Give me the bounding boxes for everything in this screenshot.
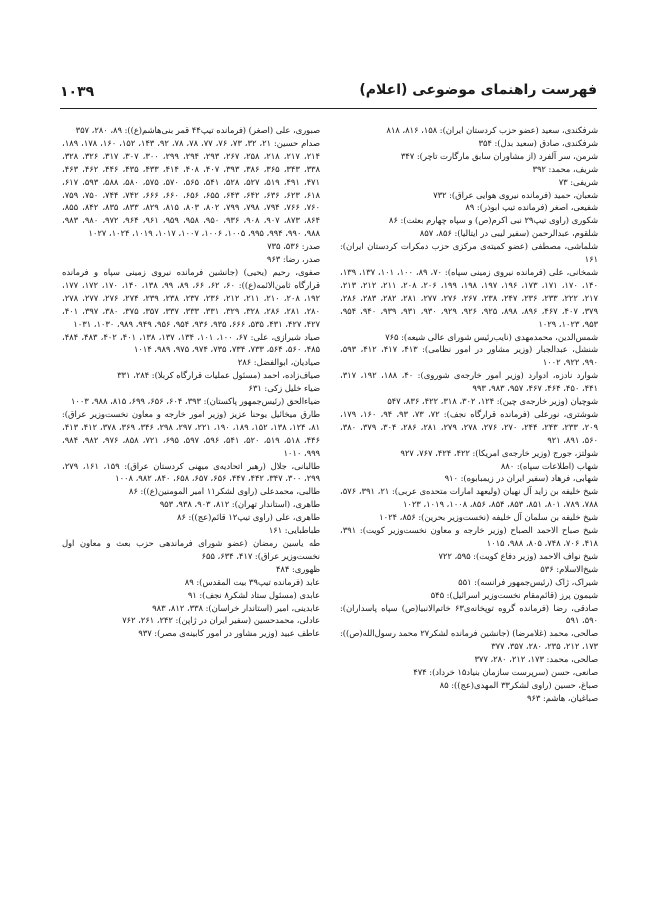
index-entry: ضیاءالحق (رئیس‌جمهور پاکستان): ۳۹۳، ۶۰۴، ۶۵۶، ۶۹۹، ۸۱۵، ۹۸۸، ۱۰۰۳	[70, 396, 320, 407]
index-entry: صیادیان، ابوالفضل: ۲۸۶	[237, 357, 320, 368]
index-entry: ظهوری: ۴۸۴	[275, 563, 320, 574]
index-entry: عادلی، محمدحسین (سفیر ایران در ژاپن): ۲۴۲، ۲۶۱، ۷۶۲	[122, 615, 320, 626]
index-entry: شکوری (راوی تیپ۲۹ نبی اکرم(ص) و سپاه چهارم بعثت): ۸۶	[388, 215, 598, 226]
index-entry: شیراک، ژاک (رئیس‌جمهور فرانسه): ۵۵۱	[458, 576, 598, 587]
index-entry: شنشل، عبدالجبار (وزیر مشاور در امور نظامی): ۴۱۳، ۴۱۷، ۴۱۲، ۵۹۳، ۹۹۰، ۹۲۲، ۱۰۰۲	[340, 344, 598, 368]
index-entry: صفوی، رحیم (یحیی) (جانشین فرمانده نیروی زمینی سپاه و فرمانده قرارگاه ثامن‌الائمه(ع)): ۶۰، ۶۲، ۶۶، ۸۹، ۹۹، ۱۳۸، ۱۴۰، ۱۷۰، ۱۷۲، ۱۷۷، ۱۹۲، ۲۰۸، ۲۱۰، ۲۱۱، ۲۱۲، ۲۳۶، ۲۳۷، ۲۳۸، ۲۳۹، ۲۷۴، ۲۷۶، ۲۷۷، ۲۷۸، ۲۸۰، ۲۸۱، ۲۸۶، ۳۲۸، ۳۲۹، ۳۳۱، ۳۳۳، ۳۳۷، ۳۵۷، ۳۷۵، ۳۸۰، ۳۹۷، ۴۰۱، ۴۲۷، ۴۲۷، ۴۳۱، ۵۳۵، ۶۶۶، ۹۳۵، ۹۳۶، ۹۵۴، ۹۵۶، ۹۴۹، ۹۸۹، ۱۰۳۰، ۱۰۳۱	[62, 266, 320, 329]
index-entry: شولتز، جورج (وزیر خارجه‌ی امریکا): ۴۲۲، ۴۲۴، ۷۶۷، ۹۲۷	[400, 447, 598, 458]
index-entry: شریفی: ۷۳	[558, 176, 598, 187]
index-entry: شمخانی، علی (فرمانده نیروی زمینی سپاه): ۷۰، ۸۹، ۱۰۰، ۱۰۱، ۱۳۷، ۱۳۹، ۱۴۰، ۱۷۰، ۱۷۱، ۱۷۳، ۱۹۶، ۱۹۷، ۱۹۸، ۱۹۹، ۲۰۶، ۲۰۸، ۲۱۱، ۲۱۲، ۲۱۳، ۲۱۷، ۲۲۲، ۲۳۳، ۲۳۶، ۲۴۷، ۲۳۸، ۲۶۷، ۲۷۶، ۲۷۷، ۲۸۱، ۲۸۲، ۲۸۳، ۲۸۶، ۳۷۹، ۴۰۷، ۴۶۷، ۸۹۶، ۸۹۸، ۹۲۵، ۹۲۶، ۹۲۹، ۹۳۰، ۹۳۱، ۹۳۹، ۹۴۰، ۹۵۴، ۹۵۳، ۱۰۲۳، ۱۰۲۹	[340, 266, 598, 329]
index-entry: عاطف عبید (وزیر مشاور در امور کابینه‌ی مصر): ۹۳۷	[138, 628, 320, 639]
index-entry: شلماشی، مصطفی (عضو کمیته‌ی مرکزی حزب دمکرات کردستان ایران): ۱۶۱	[340, 241, 598, 265]
index-entry: صالحی، محمد: ۱۷۳، ۲۱۲، ۲۸۰، ۳۷۷	[474, 654, 598, 665]
index-entry: شمس‌الدین، محمدمهدی (نایب‌رئیس شورای عالی شیعه): ۷۶۵	[385, 331, 598, 342]
index-entry: شهابی، فرهاد (سفیر ایران در زیمبابوه): ۹۱۰	[444, 473, 598, 484]
index-entry: شیخ خلیفه بن سلمان آل خلیفه (نخست‌وزیر بحرین): ۸۵۶، ۱۰۲۴	[379, 512, 598, 523]
index-entry: شعبان، حمید (فرمانده نیروی هوایی عراق): ۷۳۲	[433, 189, 598, 200]
index-entry: صالحی، محمد (غلامرضا) (جانشین فرمانده لشکر۲۷ محمد رسول‌الله(ص)): ۱۷۳، ۲۱۲، ۲۳۵، ۲۸۰، ۳۵۷، ۳۷۷	[340, 628, 598, 652]
index-entry: عابدینی، امیر (استاندار خراسان): ۳۳۸، ۸۱۲، ۹۸۳	[152, 602, 320, 613]
right-column	[340, 124, 598, 705]
index-entry: شریف، محمد: ۳۹۲	[532, 163, 598, 174]
index-entry: شهاب (اطلاعات سپاه): ۸۸۰	[500, 460, 598, 471]
index-entry: طالبانی، جلال (رهبر اتحادیه‌ی میهنی کردستان عراق): ۱۵۹، ۱۶۱، ۲۷۹، ۲۹۹، ۳۰۰، ۳۴۷، ۴۴۲، ۴۴۷، ۶۵۶، ۶۵۷، ۶۵۸، ۸۴۰، ۹۸۲، ۱۰۰۸	[62, 460, 320, 484]
index-entry: شوارد نادزه، ادوارد (وزیر امور خارجه‌ی شوروی): ۴۰، ۱۸۸، ۱۹۲، ۳۱۷، ۴۴۱، ۴۵۰، ۴۶۴، ۴۶۷، ۹۵۷، ۹۸۳، ۹۹۳	[340, 370, 598, 394]
index-entry: طه یاسین رمضان (عضو شورای فرماندهی حزب بعث و معاون اول نخست‌وزیر عراق): ۴۱۷، ۶۳۴، ۶۵۵	[62, 538, 320, 561]
page-number: ۱۰۳۹	[60, 84, 95, 100]
header-rule	[60, 108, 597, 109]
index-entry: شرفکندی، سعید (عضو حزب کردستان ایران): ۱۵۸، ۸۱۶، ۸۱۸	[386, 125, 598, 135]
index-entry: صانعی، حسن (سرپرست سازمان بنیاد۱۵ خرداد): ۴۷۴	[413, 667, 598, 678]
index-entry: شرمن، سر آلفرد (از مشاوران سابق مارگارت تاچر): ۳۴۷	[400, 150, 598, 161]
index-entry: شوچیان (وزیر خارجه‌ی چین): ۱۲۴، ۳۰۲، ۳۱۸، ۴۲۲، ۸۳۶، ۵۴۷	[387, 396, 598, 407]
index-entry: شیخ خلیفه بن زاید آل نهیان (ولیعهد امارات متحده‌ی عربی): ۲۱، ۳۹۱، ۵۷۶، ۷۸۸، ۷۸۹، ۸۰۱، ۸۵۱، ۸۵۳، ۸۵۴، ۸۵۶، ۱۰۰۸، ۱۰۱۹، ۱۰۲۳	[340, 486, 598, 510]
index-entry: عابد (فرمانده تیپ۳۹ بیت المقدس): ۸۹	[184, 576, 320, 587]
index-entry: شیخ‌الاسلام: ۵۳۶	[540, 563, 598, 574]
index-entry: طباطبایی: ۱۶۱	[268, 525, 320, 536]
index-entry: طاهری، علی (راوی تیپ۱۲ قائم(عج)): ۸۶	[176, 512, 320, 523]
index-entry: طاهری، (استاندار تهران): ۸۱۲، ۹۰۳، ۹۳۸، ۹۵۳	[159, 499, 320, 510]
left-column	[62, 124, 320, 640]
index-entry: طالبی، محمدعلی (راوی لشکر۱۱ امیر المومنین(ع)): ۸۶	[128, 486, 320, 497]
index-entry: صباغیان، هاشم: ۹۶۳	[526, 692, 598, 703]
index-entry: شلقوم، عبدالرحمن (سفیر لیبی در ایتالیا): ۸۵۶، ۸۵۷	[419, 228, 598, 239]
index-entry: صبوری، علی (اصغر) (فرمانده تیپ۴۴ قمر بنی‌هاشم(ع)): ۸۹، ۲۸۰، ۳۵۷	[75, 125, 320, 135]
index-entry: صدر، رضا: ۹۶۳	[266, 254, 320, 265]
index-entry: عابدی (مسئول ستاد لشکر۸ نجف): ۹۱	[187, 589, 320, 600]
index-entry: صیاد شیرازی، علی: ۶۷، ۱۰۰، ۱۰۱، ۱۳۴، ۱۳۷، ۱۳۸، ۴۰۱، ۴۰۲، ۴۸۳، ۴۸۴، ۴۸۵، ۵۶۰، ۵۶۴، ۷۳۳، ۷۳۴، ۷۳۵، ۹۷۴، ۹۷۵، ۹۸۹، ۱۰۱۴	[62, 331, 320, 355]
running-title: فهرست راهنمای موضوعی (اعلام)	[359, 82, 597, 98]
index-entry: صادقی، رضا (فرمانده گروه توپخانه‌ی۶۳ خاتم‌الانبیا(ص) سپاه پاسداران): ۵۹۰، ۵۹۱	[340, 602, 598, 626]
index-entry: شرفکندی، صادق (سعید بدل): ۳۵۴	[478, 137, 598, 148]
index-entry: صدام حسین: ۲۱، ۳۲، ۷۳، ۷۶، ۷۷، ۷۸، ۷۸، ۹۲، ۱۴۳، ۱۵۲، ۱۶۰، ۱۷۸، ۱۸۹، ۲۱۴، ۲۱۷، ۲۱۸، ۲۵۸، ۲۶۷، ۲۹۳، ۲۹۴، ۲۹۹، ۳۰۰، ۳۰۷، ۳۱۷، ۳۲۶، ۳۲۸، ۳۳۸، ۳۴۳، ۳۶۵، ۳۸۶، ۳۹۳، ۴۰۷، ۴۰۸، ۴۱۴، ۴۳۳، ۴۳۵، ۴۴۶، ۴۶۲، ۴۶۳، ۴۷۱، ۴۹۱، ۵۱۹، ۵۲۷، ۵۲۸، ۵۴۱، ۵۶۵، ۵۷۰، ۵۷۵، ۵۸۰، ۵۸۸، ۵۹۳، ۶۱۷، ۶۱۸، ۶۲۳، ۶۳۶، ۶۴۲، ۶۴۳، ۶۵۵، ۶۵۶، ۶۶۰، ۶۶۶، ۷۴۲، ۷۴۴، ۷۵۰، ۷۵۹، ۷۶۰، ۷۶۶، ۷۹۴، ۷۹۸، ۷۹۹، ۸۰۲، ۸۰۳، ۸۱۵، ۸۲۹، ۸۳۳، ۸۳۵، ۸۴۲، ۸۵۵، ۸۶۴، ۸۷۳، ۹۰۷، ۹۰۸، ۹۳۶، ۹۵۰، ۹۵۸، ۹۵۹، ۹۶۱، ۹۶۴، ۹۷۲، ۹۸۰، ۹۸۳، ۹۸۸، ۹۹۰، ۹۹۴، ۹۹۵، ۱۰۰۵، ۱۰۰۶، ۱۰۰۷، ۱۰۱۷، ۱۰۱۹، ۱۰۲۴، ۱۰۲۷	[62, 137, 320, 239]
index-entry: صیاف‌زاده، احمد (مسئول عملیات قرارگاه کربلا): ۲۸۴، ۳۳۱	[117, 370, 320, 381]
index-entry: صباغ، حسین (راوی لشکر۳۳ المهدی(عج)): ۸۵	[439, 679, 598, 690]
index-entry: شیمون پرز (قائم‌مقام نخست‌وزیر اسرائیل): ۵۴۵	[430, 589, 598, 600]
index-entry: شوشتری، نورعلی (فرمانده قرارگاه نجف): ۷۲، ۷۳، ۹۳، ۹۴، ۱۶۰، ۱۷۹، ۲۰۹، ۲۳۳، ۲۴۳، ۲۴۴، ۲۷۰، ۲۷۶، ۲۷۸، ۲۷۹، ۲۸۱، ۲۸۶، ۳۰۴، ۳۷۹، ۳۸۰، ۵۶۰، ۸۹۱، ۹۲۱	[340, 408, 598, 445]
index-entry: طارق میخائیل یوحنا عزیز (وزیر امور خارجه و معاون نخست‌وزیر عراق): ۸۱، ۱۲۴، ۱۳۸، ۱۵۲، ۱۸۹، ۱۹۰، ۲۲۱، ۲۹۷، ۲۹۸، ۳۴۶، ۳۶۹، ۳۷۸، ۴۱۲، ۴۱۳، ۴۴۶، ۵۱۸، ۵۱۹، ۵۲۰، ۵۴۱، ۵۹۶، ۵۹۷، ۶۹۵، ۷۲۱، ۸۵۸، ۹۷۶، ۹۸۲، ۹۸۴، ۹۹۹، ۱۰۱۰	[62, 408, 320, 458]
index-entry: شیخ صباح الاحمد الصباح (وزیر خارجه و معاون نخست‌وزیر کویت): ۳۹۱، ۴۱۸، ۷۰۶، ۷۴۸، ۸۰۵، ۹۸۸، ۱۰۱۵	[340, 525, 598, 548]
index-entry: شفیعی، اصغر (فرمانده تیپ ابوذر): ۸۹	[465, 202, 598, 213]
index-entry: شیخ نواف الاحمد (وزیر دفاع کویت): ۵۹۵، ۷۲۲	[438, 550, 598, 561]
page-header	[60, 82, 597, 104]
index-entry: صدر: ۵۳۶، ۷۳۵	[267, 241, 320, 252]
index-entry: ضیاء خلیل زکی: ۶۳۱	[248, 383, 320, 394]
